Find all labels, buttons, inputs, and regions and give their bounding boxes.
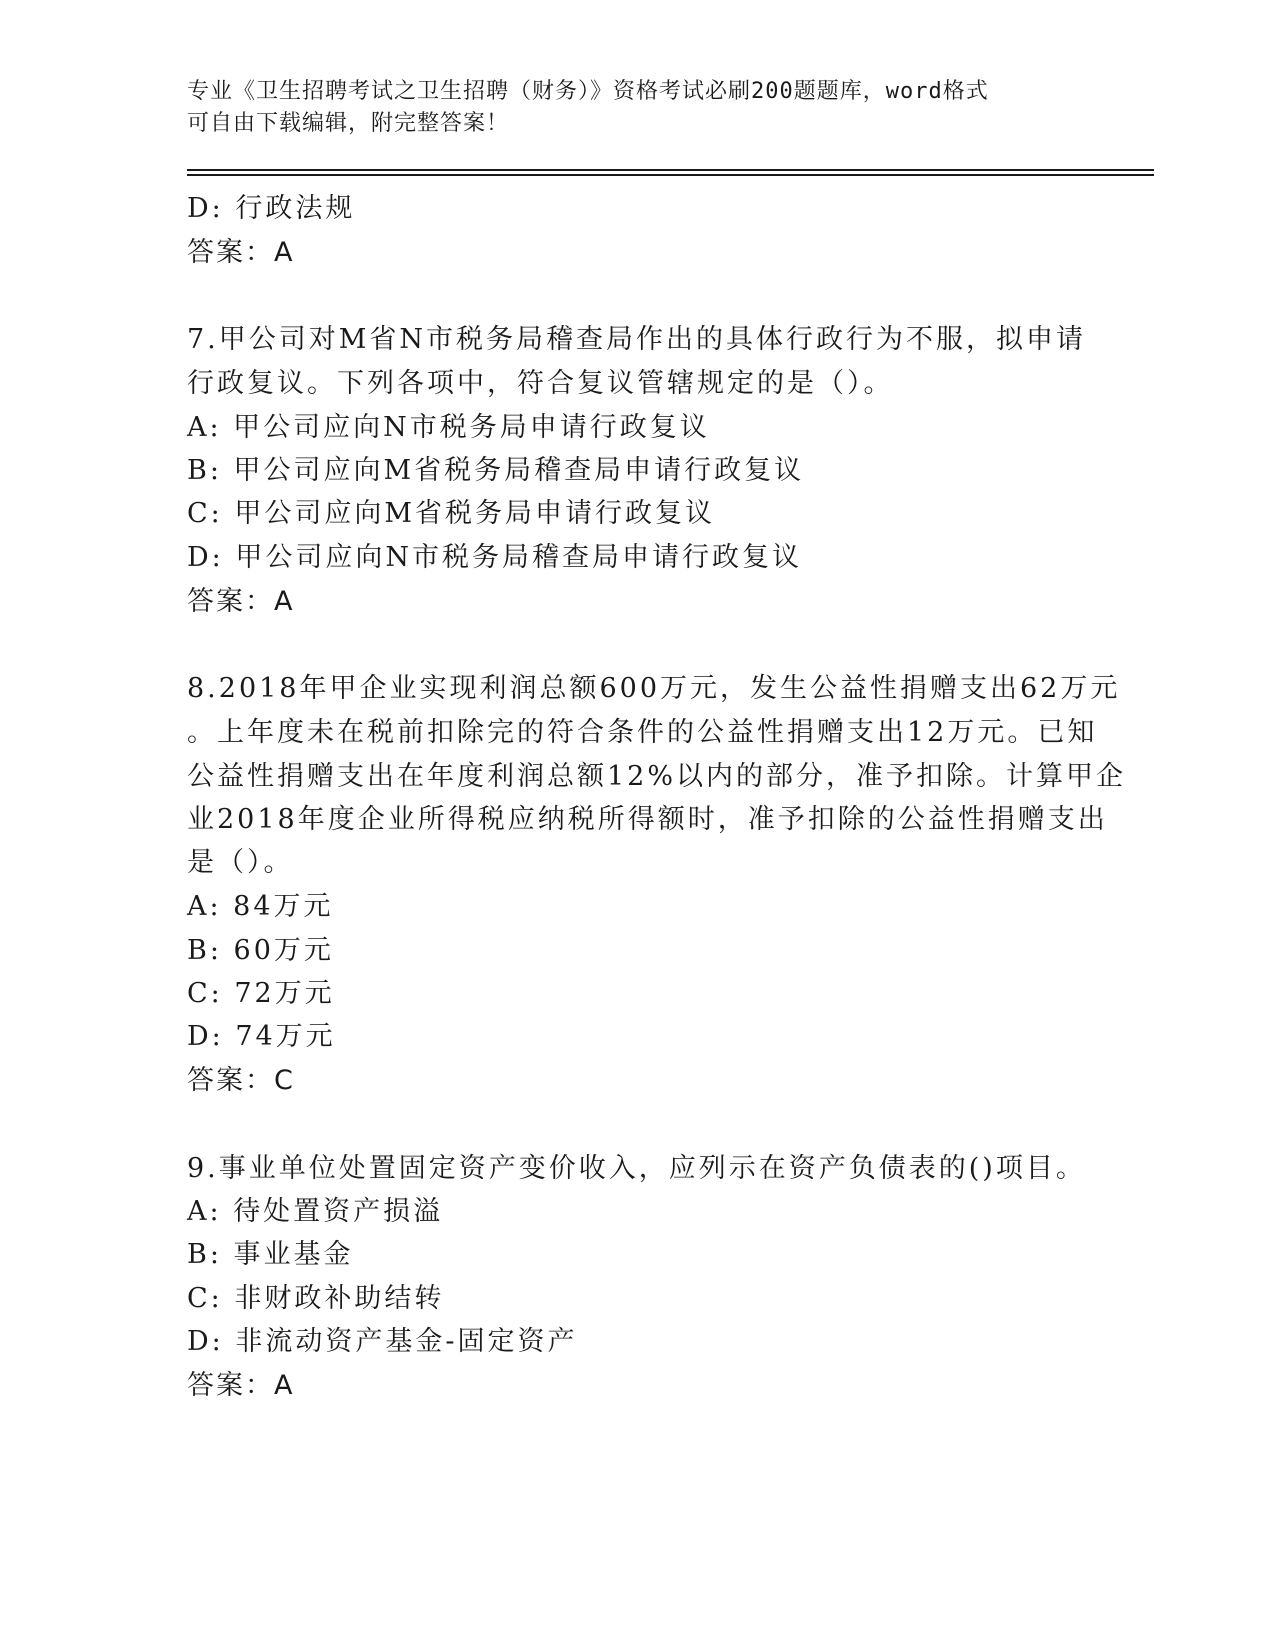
q8-option-d: D: 74万元 <box>187 1021 336 1052</box>
q9-stem-line-1: 9.事业单位处置固定资产变价收入，应列示在资产负债表的()项目。 <box>187 1153 1086 1184</box>
q7-stem-line-1: 7.甲公司对M省N市税务局稽查局作出的具体行政行为不服，拟申请 <box>187 324 1087 355</box>
q9-option-c: C: 非财政补助结转 <box>187 1283 445 1314</box>
q8-stem-line-3: 公益性捐赠支出在年度利润总额12%以内的部分，准予扣除。计算甲企 <box>187 761 1127 792</box>
header-rule-bottom <box>187 174 1154 176</box>
header-rule-top <box>187 169 1154 171</box>
q9-option-d: D: 非流动资产基金-固定资产 <box>187 1326 578 1357</box>
prev-question-answer: 答案：A <box>187 237 295 268</box>
q8-option-a: A: 84万元 <box>187 891 334 922</box>
q8-stem-line-5: 是（）。 <box>187 847 294 878</box>
q9-option-a: A: 待处置资产损溢 <box>187 1196 444 1227</box>
document-header-line-1: 专业《卫生招聘考试之卫生招聘（财务）》资格考试必刷200题题库，word格式 <box>187 79 989 104</box>
q7-option-c: C: 甲公司应向M省税务局申请行政复议 <box>187 498 715 529</box>
q7-answer: 答案：A <box>187 586 295 617</box>
q7-option-a: A: 甲公司应向N市税务局申请行政复议 <box>187 412 710 443</box>
q8-stem-line-2: 。上年度未在税前扣除完的符合条件的公益性捐赠支出12万元。已知 <box>187 717 1098 748</box>
q8-stem-line-1: 8.2018年甲企业实现利润总额600万元，发生公益性捐赠支出62万元 <box>187 673 1121 704</box>
document-header-line-2: 可自由下载编辑，附完整答案！ <box>187 111 510 136</box>
q7-stem-line-2: 行政复议。下列各项中，符合复议管辖规定的是（）。 <box>187 368 894 399</box>
q8-option-b: B: 60万元 <box>187 935 334 966</box>
q7-option-d: D: 甲公司应向N市税务局稽查局申请行政复议 <box>187 542 802 573</box>
prev-question-option-d: D: 行政法规 <box>187 193 356 224</box>
q8-option-c: C: 72万元 <box>187 978 335 1009</box>
q8-answer: 答案：C <box>187 1065 295 1096</box>
q7-option-b: B: 甲公司应向M省税务局稽查局申请行政复议 <box>187 455 805 486</box>
q9-option-b: B: 事业基金 <box>187 1239 354 1270</box>
q9-answer: 答案：A <box>187 1370 295 1401</box>
q8-stem-line-4: 业2018年度企业所得税应纳税所得额时，准予扣除的公益性捐赠支出 <box>187 804 1108 835</box>
